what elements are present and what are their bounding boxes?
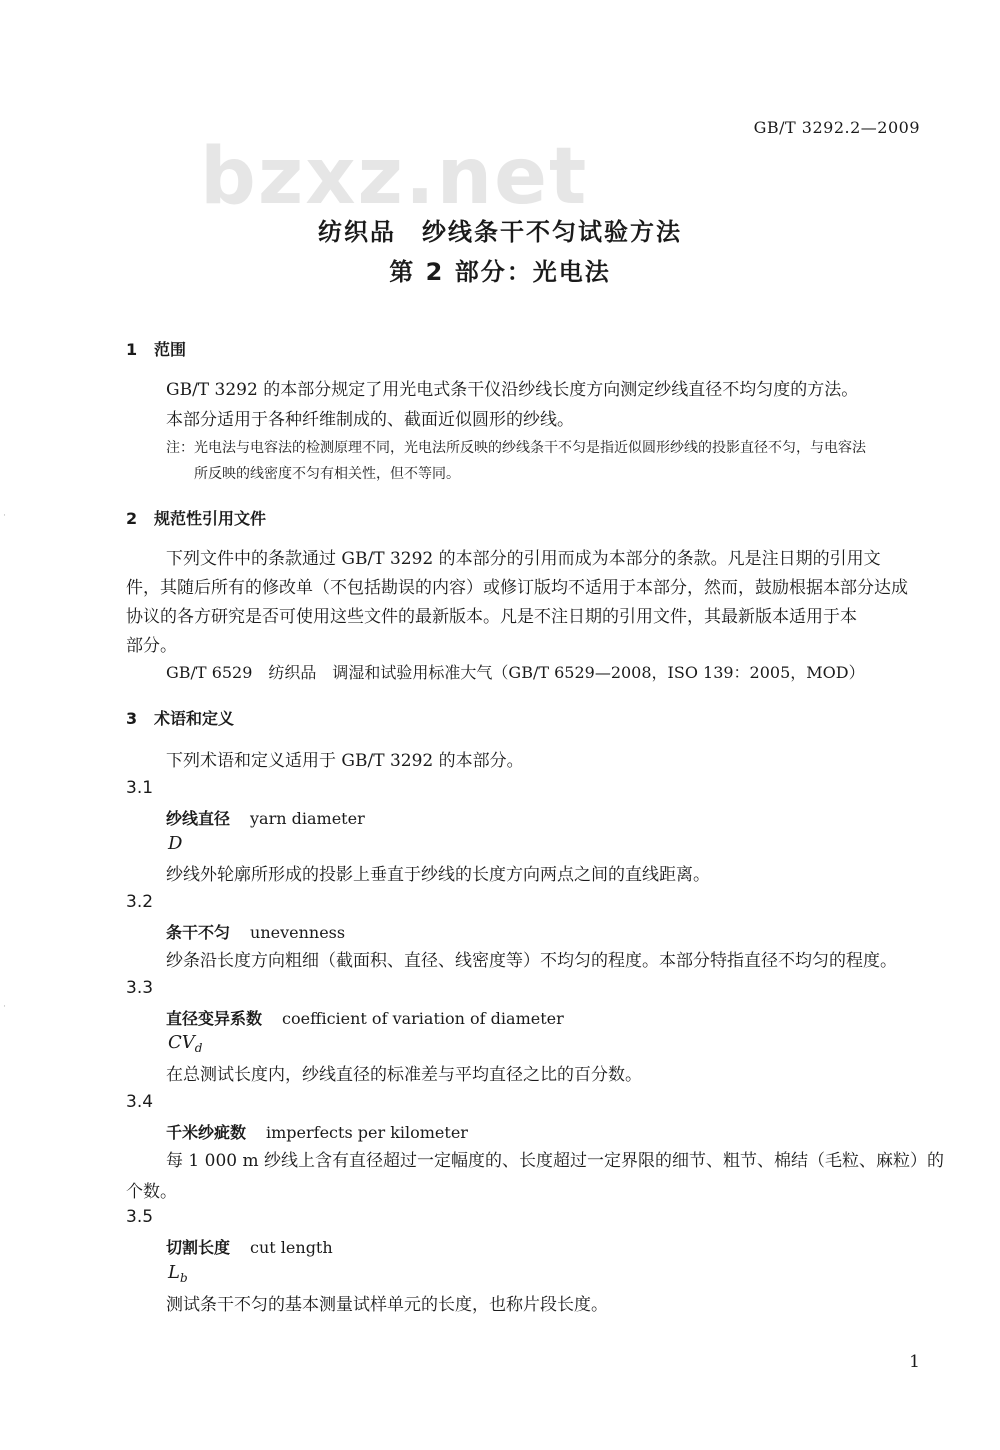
scan-mark: ˙ [2, 514, 7, 525]
term-english: unevenness [250, 923, 346, 942]
term-english: imperfects per kilometer [266, 1123, 468, 1142]
paragraph-line: 协议的各方研究是否可使用这些文件的最新版本。凡是不注日期的引用文件，其最新版本适用于本 [126, 607, 857, 627]
term-heading [166, 920, 345, 943]
term-symbol: D [168, 833, 183, 854]
term-definition: 纱线外轮廓所形成的投影上垂直于纱线的长度方向两点之间的直线距离。 [166, 865, 710, 885]
paragraph-line: 件，其随后所有的修改单（不包括勘误的内容）或修订版均不适用于本部分，然而，鼓励根据本部分达成 [126, 578, 908, 598]
note-line: 所反映的线密度不匀有相关性，但不等同。 [194, 466, 460, 482]
section-heading-1 [126, 337, 186, 360]
section-number: 2 [126, 509, 138, 528]
page-number: 1 [909, 1352, 920, 1372]
term-heading [166, 1120, 468, 1143]
symbol-subscript: d [194, 1041, 203, 1055]
section-title: 规范性引用文件 [154, 509, 267, 528]
paragraph: 下列术语和定义适用于 GB/T 3292 的本部分。 [166, 751, 524, 771]
symbol-subscript: b [179, 1271, 188, 1285]
paragraph: GB/T 3292 的本部分规定了用光电式条干仪沿纱线长度方向测定纱线直径不均匀度的方法。 [166, 380, 859, 400]
section-title: 术语和定义 [154, 709, 235, 728]
paragraph-line: 部分。 [126, 636, 177, 656]
term-chinese: 切割长度 [166, 1238, 231, 1257]
term-definition: 每 1 000 m 纱线上含有直径超过一定幅度的、长度超过一定界限的细节、粗节、棉结（毛粒、麻粒）的 [166, 1151, 944, 1171]
term-heading [166, 1235, 333, 1258]
section-number: 1 [126, 340, 138, 359]
section-heading-2 [126, 506, 266, 529]
term-definition: 在总测试长度内，纱线直径的标准差与平均直径之比的百分数。 [166, 1065, 642, 1085]
watermark-logo: bzxz.net [200, 132, 589, 222]
term-heading [166, 806, 365, 829]
note-line: 注：光电法与电容法的检测原理不同，光电法所反映的纱线条干不匀是指近似圆形纱线的投影直径不匀，与电容法 [166, 440, 866, 456]
section-number: 3 [126, 709, 138, 728]
term-english: cut length [250, 1238, 333, 1257]
symbol-main: L [168, 1262, 180, 1283]
document-title: 纺织品 纱线条干不匀试验方法 [318, 218, 682, 246]
document-subtitle: 第 2 部分：光电法 [389, 258, 611, 286]
term-number: 3.4 [126, 1092, 154, 1112]
standard-number: GB/T 3292.2—2009 [753, 118, 920, 137]
term-english: yarn diameter [250, 809, 365, 828]
term-definition-cont: 个数。 [126, 1182, 177, 1202]
term-definition: 测试条干不匀的基本测量试样单元的长度，也称片段长度。 [166, 1295, 608, 1315]
term-number: 3.5 [126, 1207, 154, 1227]
section-title: 范围 [154, 340, 187, 359]
term-symbol [168, 1032, 202, 1055]
scan-mark: ˙ [2, 1005, 7, 1016]
term-number: 3.1 [126, 778, 154, 798]
symbol-main: CV [168, 1032, 195, 1053]
normative-reference: GB/T 6529 纺织品 调湿和试验用标准大气（GB/T 6529—2008，ISO 139：2005，MOD） [166, 663, 865, 682]
term-heading [166, 1006, 564, 1029]
term-chinese: 千米纱疵数 [166, 1123, 247, 1142]
term-chinese: 直径变异系数 [166, 1009, 263, 1028]
term-number: 3.2 [126, 892, 154, 912]
term-english: coefficient of variation of diameter [282, 1009, 564, 1028]
paragraph-line: 下列文件中的条款通过 GB/T 3292 的本部分的引用而成为本部分的条款。凡是注日期的引用文 [166, 549, 881, 569]
section-heading-3 [126, 706, 234, 729]
term-chinese: 纱线直径 [166, 809, 231, 828]
term-symbol [168, 1262, 188, 1285]
term-chinese: 条干不匀 [166, 923, 231, 942]
paragraph: 本部分适用于各种纤维制成的、截面近似圆形的纱线。 [166, 410, 574, 430]
term-definition: 纱条沿长度方向粗细（截面积、直径、线密度等）不均匀的程度。本部分特指直径不均匀的程度。 [166, 951, 897, 971]
term-number: 3.3 [126, 978, 154, 998]
